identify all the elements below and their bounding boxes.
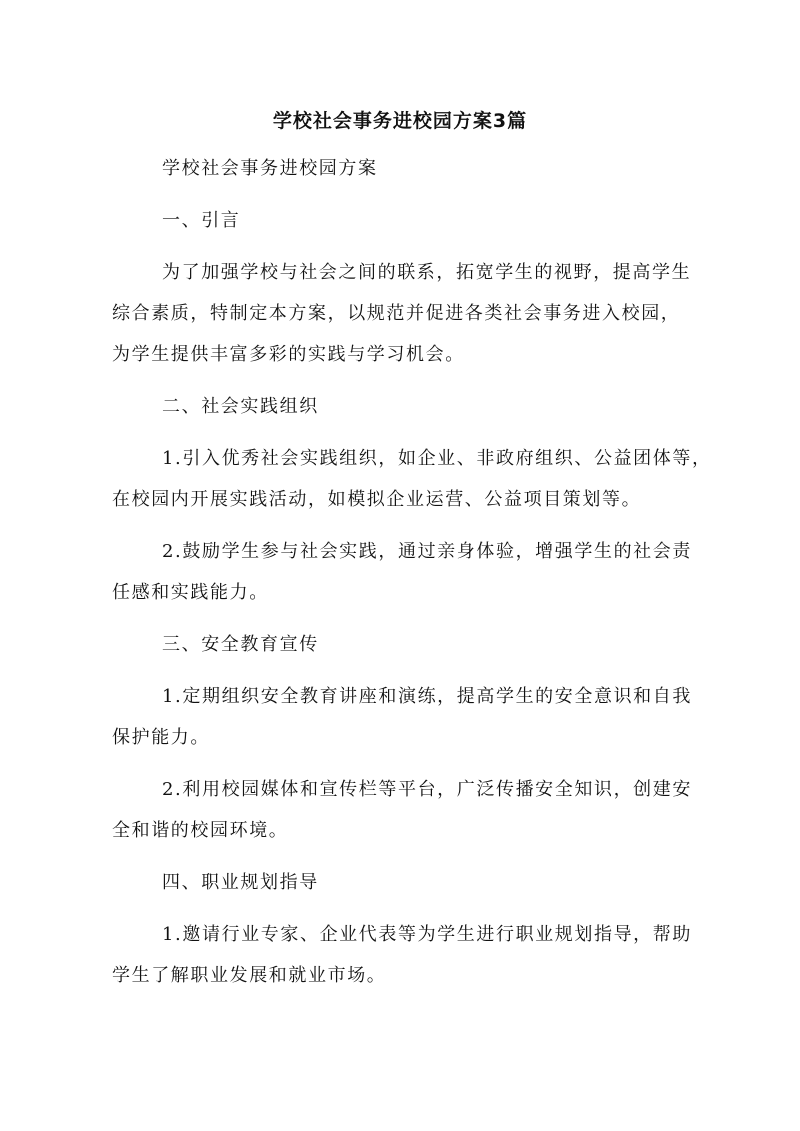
- paragraph-line: 任感和实践能力。: [112, 582, 269, 603]
- paragraph-line: 学生了解职业发展和就业市场。: [112, 965, 387, 986]
- paragraph-line: 综合素质，特制定本方案，以规范并促进各类社会事务进入校园，: [112, 303, 681, 324]
- paragraph-line: 1.定期组织安全教育讲座和演练，提高学生的安全意识和自我: [162, 686, 692, 707]
- section-heading-practice: 二、社会实践组织: [162, 396, 319, 417]
- section-heading-intro: 一、引言: [162, 210, 241, 231]
- paragraph-line: 2.利用校园媒体和宣传栏等平台，广泛传播安全知识，创建安: [162, 779, 692, 800]
- document-title: 学校社会事务进校园方案3篇: [272, 110, 528, 132]
- paragraph-line: 全和谐的校园环境。: [112, 820, 289, 841]
- paragraph-line: 为了加强学校与社会之间的联系，拓宽学生的视野，提高学生: [162, 262, 692, 283]
- paragraph-line: 保护能力。: [112, 727, 210, 748]
- paragraph-line: 1.邀请行业专家、企业代表等为学生进行职业规划指导，帮助: [162, 924, 692, 945]
- document-subtitle: 学校社会事务进校园方案: [162, 158, 378, 179]
- paragraph-line: 为学生提供丰富多彩的实践与学习机会。: [112, 344, 465, 365]
- section-heading-safety: 三、安全教育宣传: [162, 634, 319, 655]
- paragraph-line: 2.鼓励学生参与社会实践，通过亲身体验，增强学生的社会责: [162, 541, 692, 562]
- section-heading-career: 四、职业规划指导: [162, 872, 319, 893]
- paragraph-line: 在校园内开展实践活动，如模拟企业运营、公益项目策划等。: [112, 489, 642, 510]
- paragraph-line: 1.引入优秀社会实践组织，如企业、非政府组织、公益团体等，: [162, 448, 712, 469]
